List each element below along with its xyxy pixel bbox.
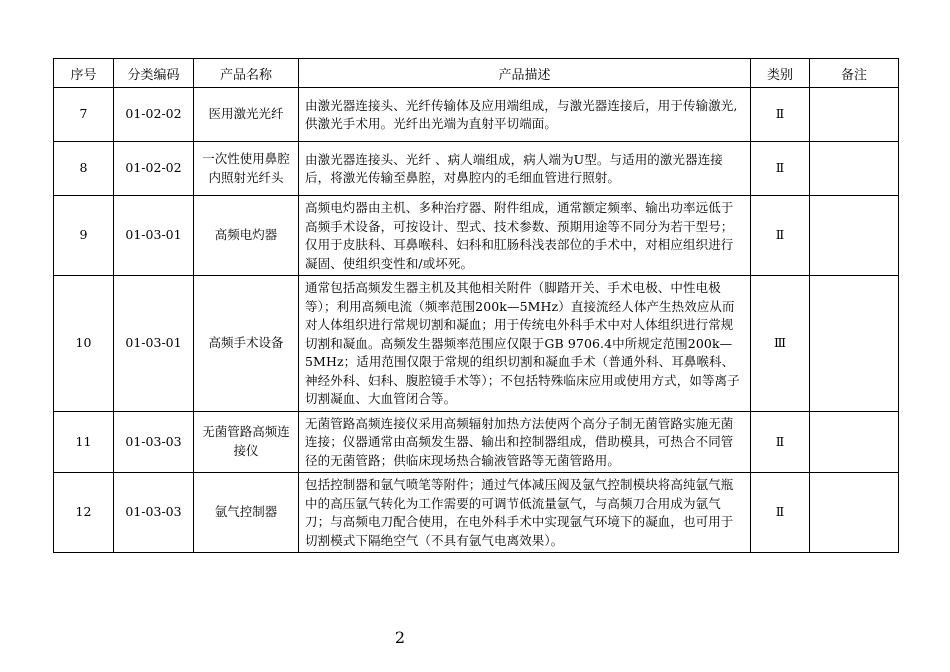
cell-seq: 12 [54, 473, 114, 553]
cell-name: 一次性使用鼻腔内照射光纤头 [194, 142, 299, 196]
header-code: 分类编码 [114, 59, 194, 88]
cell-category: Ⅱ [751, 88, 810, 142]
header-category: 类别 [751, 59, 810, 88]
cell-remark [810, 276, 899, 412]
cell-desc: 由激光器连接头、光纤 、病人端组成，病人端为U型。与适用的激光器连接后，将激光传输至鼻腔，对鼻腔内的毛细血管进行照射。 [299, 142, 751, 196]
header-name: 产品名称 [194, 59, 299, 88]
header-seq: 序号 [54, 59, 114, 88]
cell-remark [810, 411, 899, 473]
header-desc: 产品描述 [299, 59, 751, 88]
cell-category: Ⅱ [751, 473, 810, 553]
cell-category: Ⅱ [751, 142, 810, 196]
cell-code: 01-03-01 [114, 196, 194, 276]
cell-desc: 由激光器连接头、光纤传输体及应用端组成，与激光器连接后，用于传输激光,供激光手术用。光纤出光端为直射平切端面。 [299, 88, 751, 142]
table-row [54, 473, 899, 553]
cell-category: Ⅱ [751, 196, 810, 276]
cell-code: 01-02-02 [114, 142, 194, 196]
cell-name: 高频手术设备 [194, 276, 299, 412]
table-row [54, 411, 899, 473]
cell-remark [810, 473, 899, 553]
product-table [53, 58, 899, 553]
cell-desc: 通常包括高频发生器主机及其他相关附件（脚踏开关、手术电极、中性电极等）；利用高频电流（频率范围200k—5MHz）直接流经人体产生热效应从而对人体组织进行常规切割和凝血；用于传统电外科手术中对人体组织进行常规切割和凝血。高频发生器频率范围应仅限于GB 9706.4中所规定范围200k—5MHz；适用范围仅限于常规的组织切割和凝血手术（普通外科、耳鼻喉科、神经外科、妇科、腹腔镜手术等）；不包括特殊临床应用或使用方式，如等离子切割凝血、大血管闭合等。 [299, 276, 751, 412]
cell-remark [810, 142, 899, 196]
cell-name: 无菌管路高频连接仪 [194, 411, 299, 473]
cell-remark [810, 196, 899, 276]
cell-remark [810, 88, 899, 142]
cell-code: 01-02-02 [114, 88, 194, 142]
cell-category: Ⅱ [751, 411, 810, 473]
table-row [54, 142, 899, 196]
cell-code: 01-03-03 [114, 473, 194, 553]
cell-seq: 7 [54, 88, 114, 142]
table-row [54, 88, 899, 142]
cell-seq: 10 [54, 276, 114, 412]
cell-seq: 9 [54, 196, 114, 276]
cell-name: 氩气控制器 [194, 473, 299, 553]
cell-desc: 包括控制器和氩气喷笔等附件；通过气体减压阀及氩气控制模块将高纯氩气瓶中的高压氩气转化为工作需要的可调节低流量氩气，与高频刀合用成为氩气刀；与高频电刀配合使用，在电外科手术中实现氩气环境下的凝血，也可用于切割模式下隔绝空气（不具有氩气电离效果）。 [299, 473, 751, 553]
cell-name: 高频电灼器 [194, 196, 299, 276]
cell-category: Ⅲ [751, 276, 810, 412]
cell-seq: 11 [54, 411, 114, 473]
cell-seq: 8 [54, 142, 114, 196]
table-header-row [54, 59, 899, 88]
cell-code: 01-03-01 [114, 276, 194, 412]
table-row [54, 196, 899, 276]
page-number: 2 [394, 628, 406, 647]
cell-desc: 无菌管路高频连接仪采用高频辐射加热方法使两个高分子制无菌管路实施无菌连接；仪器通常由高频发生器、输出和控制器组成，借助模具，可热合不同管径的无菌管路；供临床现场热合输液管路等无菌管路用。 [299, 411, 751, 473]
cell-desc: 高频电灼器由主机、多种治疗器、附件组成，通常额定频率、输出功率远低于高频手术设备，可按设计、型式、技术参数、预期用途等不同分为若干型号；仅用于皮肤科、耳鼻喉科、妇科和肛肠科浅表部位的手术中，对相应组织进行凝固、使组织变性和/或坏死。 [299, 196, 751, 276]
table-row [54, 276, 899, 412]
header-remark: 备注 [810, 59, 899, 88]
cell-name: 医用激光光纤 [194, 88, 299, 142]
cell-code: 01-03-03 [114, 411, 194, 473]
